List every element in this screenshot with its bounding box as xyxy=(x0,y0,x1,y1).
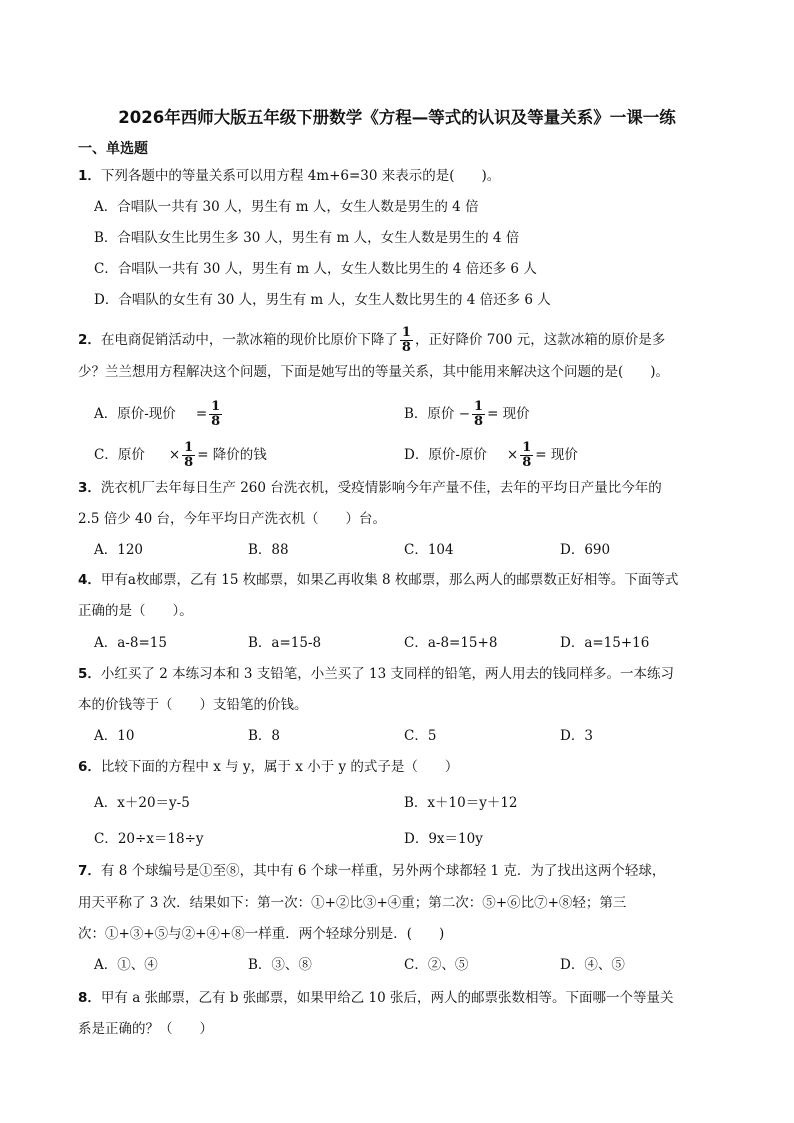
q7-option-d: D．④、⑤ xyxy=(560,957,625,973)
q6-option-c: C．20÷x＝18÷y xyxy=(94,831,204,847)
q3-option-d: D．690 xyxy=(560,542,611,558)
q2-option-c xyxy=(94,441,267,470)
fraction-numerator: 1 xyxy=(474,399,484,414)
q3-option-b: B．88 xyxy=(248,542,289,558)
option-text: C．原价 xyxy=(94,447,145,463)
fraction-denominator: 8 xyxy=(211,414,221,429)
q1-option-a: A．合唱队一共有 30 人，男生有 m 人，女生人数是男生的 4 倍 xyxy=(94,199,479,215)
fraction xyxy=(209,400,222,429)
q6-option-a: A．x＋20＝y-5 xyxy=(94,795,190,811)
option-text: = xyxy=(195,406,208,422)
question-text: 甲有 a 张邮票，乙有 b 张邮票，如果甲给乙 10 张后，两人的邮票张数相等。下面哪一个等量关 xyxy=(100,990,674,1006)
q1-option-c: C．合唱队一共有 30 人，男生有 m 人，女生人数比男生的 4 倍还多 6 人 xyxy=(94,261,537,277)
option-text: A．原价-现价 xyxy=(94,406,176,422)
q5-option-a: A．10 xyxy=(94,728,135,744)
fraction-numerator: 1 xyxy=(522,440,532,455)
question-8-stem xyxy=(78,988,674,1008)
fraction xyxy=(400,326,413,355)
question-7-stem-line3: 次：①+③+⑤与②+④+⑧一样重．两个轻球分别是．( ) xyxy=(78,926,445,942)
q1-option-b: B．合唱队女生比男生多 30 人，男生有 m 人，女生人数是男生的 4 倍 xyxy=(94,230,520,246)
question-text: 甲有a枚邮票，乙有 15 枚邮票，如果乙再收集 8 枚邮票，那么两人的邮票数正好相等。下面等式 xyxy=(100,572,679,588)
question-3-stem xyxy=(78,478,662,498)
q2-option-a xyxy=(94,400,224,429)
page-title: 2026年西师大版五年级下册数学《方程—等式的认识及等量关系》一课一练 xyxy=(118,108,676,127)
fraction-numerator: 1 xyxy=(401,325,411,340)
question-5-stem-line2: 本的价钱等于（ ）支铅笔的价钱。 xyxy=(78,697,308,713)
question-4-stem xyxy=(78,570,678,590)
question-text: ，正好降价 700 元，这款冰箱的原价是多 xyxy=(414,332,666,348)
question-3-stem-line2: 2.5 倍少 40 台，今年平均日产洗衣机（ ）台。 xyxy=(78,511,387,527)
question-text: 洗衣机厂去年每日生产 260 台洗衣机，受疫情影响今年产量不佳，去年的平均日产量比今年的 xyxy=(100,480,662,496)
option-text: D．原价-原价 xyxy=(404,447,487,463)
fraction xyxy=(182,441,195,470)
fraction-denominator: 8 xyxy=(522,455,532,470)
question-number: 3． xyxy=(78,480,101,496)
question-8-stem-line2: 系是正确的？（ ） xyxy=(78,1021,213,1037)
question-7-stem xyxy=(78,861,665,881)
question-4-stem-line2: 正确的是（ ）。 xyxy=(78,603,193,619)
question-number: 4． xyxy=(78,572,101,588)
section-heading: 一、单选题 xyxy=(78,141,148,157)
question-number: 7． xyxy=(78,863,101,879)
q7-option-a: A．①、④ xyxy=(94,957,158,973)
q2-option-b xyxy=(404,400,530,429)
fraction-numerator: 1 xyxy=(211,399,221,414)
fraction-denominator: 8 xyxy=(474,414,484,429)
question-7-stem-line2: 用天平称了 3 次．结果如下：第一次：①+②比③+④重；第二次：⑤+⑥比⑦+⑧轻；第三 xyxy=(78,895,627,911)
question-2-stem xyxy=(78,326,665,355)
question-5-stem xyxy=(78,664,674,684)
question-number: 2． xyxy=(78,332,101,348)
q3-option-c: C．104 xyxy=(404,542,454,558)
q7-option-c: C．②、⑤ xyxy=(404,957,469,973)
question-1-stem xyxy=(78,166,500,186)
q6-option-d: D．9x＝10y xyxy=(404,831,483,847)
option-text: = 降价的钱 xyxy=(197,447,267,463)
option-text: × xyxy=(168,447,181,463)
question-number: 6． xyxy=(78,759,101,775)
question-number: 1． xyxy=(78,168,101,184)
question-text: 有 8 个球编号是①至⑧，其中有 6 个球一样重，另外两个球都轻 1 克．为了找出这两个轻球， xyxy=(100,863,666,879)
fraction xyxy=(472,400,485,429)
option-text: × xyxy=(506,447,519,463)
fraction-denominator: 8 xyxy=(184,455,194,470)
q5-option-d: D．3 xyxy=(560,728,593,744)
fraction-numerator: 1 xyxy=(184,440,194,455)
question-6-stem xyxy=(78,757,458,777)
q4-option-b: B．a=15-8 xyxy=(248,635,322,651)
q1-option-d: D．合唱队的女生有 30 人，男生有 m 人，女生人数比男生的 4 倍还多 6 人 xyxy=(94,292,551,308)
option-text: B．原价 − xyxy=(404,406,471,422)
question-text: 比较下面的方程中 x 与 y，属于 x 小于 y 的式子是（ ） xyxy=(100,759,459,775)
question-2-stem-line2: 少？兰兰想用方程解决这个问题，下面是她写出的等量关系，其中能用来解决这个问题的是( )。 xyxy=(78,364,670,380)
q2-option-d xyxy=(404,441,578,470)
option-text: = 现价 xyxy=(487,406,530,422)
question-text: 小红买了 2 本练习本和 3 支铅笔，小兰买了 13 支同样的铅笔，两人用去的钱同样多。一本练习 xyxy=(100,666,675,682)
q4-option-d: D．a=15+16 xyxy=(560,635,650,651)
question-number: 5． xyxy=(78,666,101,682)
q7-option-b: B．③、⑧ xyxy=(248,957,312,973)
q5-option-c: C．5 xyxy=(404,728,437,744)
fraction-denominator: 8 xyxy=(401,340,411,355)
question-text: 在电商促销活动中，一款冰箱的现价比原价下降了 xyxy=(100,332,398,348)
q3-option-a: A．120 xyxy=(94,542,144,558)
q6-option-b: B．x＋10＝y＋12 xyxy=(404,795,518,811)
question-number: 8． xyxy=(78,990,101,1006)
question-text: 下列各题中的等量关系可以用方程 4m+6=30 来表示的是( )。 xyxy=(100,168,501,184)
option-text: = 现价 xyxy=(535,447,578,463)
q4-option-a: A．a-8=15 xyxy=(94,635,167,651)
fraction xyxy=(520,441,533,470)
q5-option-b: B．8 xyxy=(248,728,281,744)
q4-option-c: C．a-8=15+8 xyxy=(404,635,498,651)
